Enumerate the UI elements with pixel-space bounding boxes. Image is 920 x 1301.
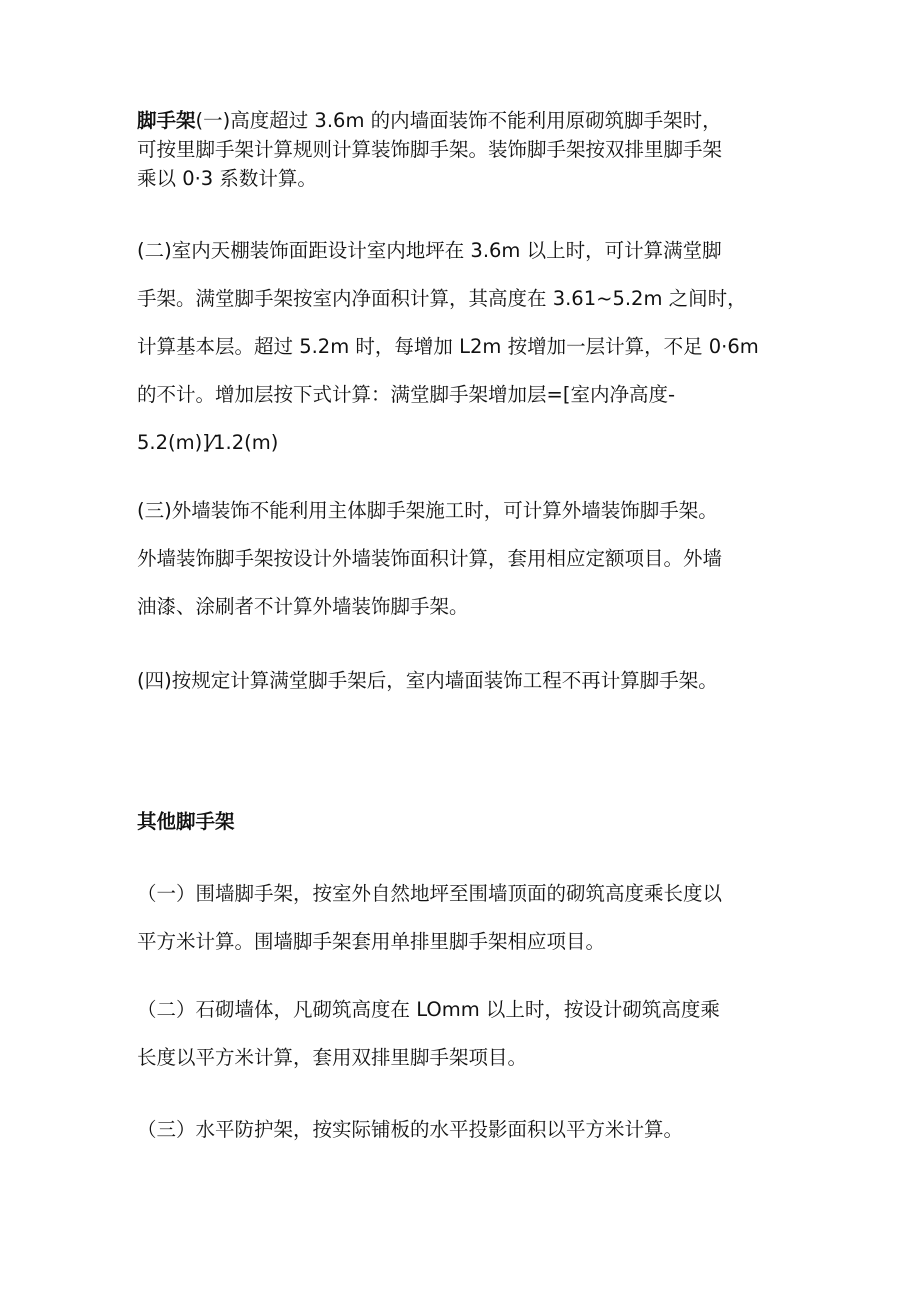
- paragraph-scaffold-item-1: [137, 106, 797, 193]
- paragraph-line: 平方米计算。围墙脚手架套用单排里脚手架相应项目。: [137, 930, 606, 953]
- paragraph-line: 5.2(m)]⁄1.2(m): [137, 431, 279, 454]
- paragraph-line: [137, 106, 797, 135]
- paragraph-scaffold-item-3: [137, 487, 797, 631]
- paragraph-line: 乘以 0·3 系数计算。: [137, 167, 317, 190]
- paragraph-line: 手架。满堂脚手架按室内净面积计算，其高度在 3.61~5.2m 之间时，: [137, 287, 747, 310]
- paragraph-line: 计算基本层。超过 5.2m 时，每增加 L2m 按增加一层计算，不足 0·6m: [137, 335, 759, 358]
- section-heading-other-scaffold: 其他脚手架: [137, 810, 235, 833]
- paragraph-line: (三)外墙装饰不能利用主体脚手架施工时，可计算外墙装饰脚手架。: [137, 499, 718, 522]
- inline-heading-scaffold: 脚手架: [137, 109, 196, 132]
- paragraph-line: （二）石砌墙体，凡砌筑高度在 LOmm 以上时，按设计砌筑高度乘: [137, 998, 720, 1021]
- paragraph-line: (四)按规定计算满堂脚手架后，室内墙面装饰工程不再计算脚手架。: [137, 669, 718, 692]
- paragraph-scaffold-item-2: [137, 227, 797, 467]
- paragraph-other-item-3: [137, 1106, 797, 1154]
- paragraph-other-item-1: [137, 870, 797, 966]
- paragraph-scaffold-item-4: [137, 657, 797, 705]
- paragraph-line: 外墙装饰脚手架按设计外墙装饰面积计算，套用相应定额项目。外墙: [137, 547, 723, 570]
- paragraph-line-text: (一)高度超过 3.6m 的内墙面装饰不能利用原砌筑脚手架时，: [195, 109, 722, 132]
- paragraph-line: 长度以平方米计算，套用双排里脚手架项目。: [137, 1046, 528, 1069]
- paragraph-line: （三）水平防护架，按实际铺板的水平投影面积以平方米计算。: [137, 1118, 684, 1141]
- paragraph-line: 可按里脚手架计算规则计算装饰脚手架。装饰脚手架按双排里脚手架: [137, 138, 723, 161]
- paragraph-line: 油漆、涂刷者不计算外墙装饰脚手架。: [137, 595, 469, 618]
- paragraph-line: （一）围墙脚手架，按室外自然地坪至围墙顶面的砌筑高度乘长度以: [137, 882, 723, 905]
- paragraph-line: 的不计。增加层按下式计算：满堂脚手架增加层=[室内净高度-: [137, 383, 675, 406]
- paragraph-other-item-2: [137, 986, 797, 1082]
- paragraph-line: (二)室内天棚装饰面距设计室内地坪在 3.6m 以上时，可计算满堂脚: [137, 239, 722, 262]
